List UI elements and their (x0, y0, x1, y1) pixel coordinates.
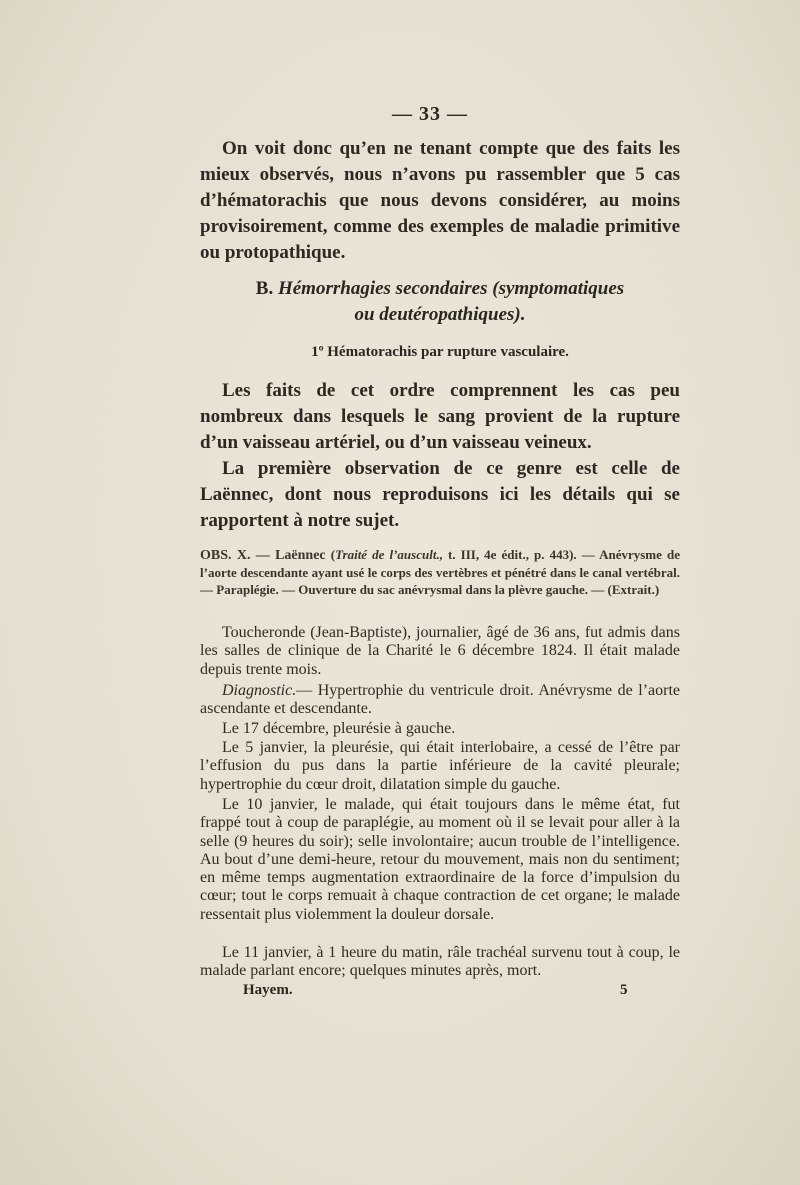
case-diagnosis (200, 682, 680, 719)
case-dec17: Le 17 décembre, pleurésie à gauche. (222, 720, 456, 737)
diagnosis-text: — Hypertrophie du ventricule droit. Anévrysme de l’aorte ascendante et descendante. (200, 682, 680, 718)
case-admission: Toucheronde (Jean-Baptiste), journalier, âgé de 36 ans, fut admis dans les salles de clinique de la Charité le 6 décembre 1824. Il était malade depuis trente mois. (200, 624, 680, 678)
paragraph-rupture: Les faits de cet ordre comprennent les cas peu nombreux dans lesquels le sang provient de la rupture d’un vaisseau artériel, ou d’un vaisseau veineux. (200, 380, 680, 453)
case-jan5: Le 5 janvier, la pleurésie, qui était interlobaire, a cessé de l’être par l’effusion du pus dans la partie inférieure de la cavité pleurale; hypertrophie du cœur droit, dilatation simple du gauche. (200, 739, 680, 793)
subsection-heading: 1º Hématorachis par rupture vasculaire. (311, 344, 569, 360)
case-jan11: Le 11 janvier, à 1 heure du matin, râle trachéal survenu tout à coup, le malade parlant encore; quelques minutes après, mort. (200, 944, 680, 980)
obs-ref-italic: Traité de l’auscult., (335, 547, 443, 562)
diagnosis-label: Diagnostic. (222, 682, 297, 699)
observation-heading: OBS. X. — Laënnec (Traité de l’auscult., t. III, 4e édit., p. 443). — Anévrysme de l’aorte descendante ayant usé le corps des vertèbres et pénétré dans le canal vertébral. — Paraplégie. — Ouverture du sac anévrysmal dans la plèvre gauche. — (Extrait.) (200, 547, 680, 597)
obs-author: Laënnec (275, 548, 326, 563)
section-label: B. (255, 278, 274, 299)
footer-author: Hayem. (243, 982, 293, 998)
obs-ref-text: t. III, 4e édit., p. 443). — Anévrysme de l’aorte descendante ayant usé le corps des vertèbres et pénétré dans le canal vertébral. — Paraplégie. — Ouverture du sac anévrysmal dans la plèvre gauche. — (Extrait.) (200, 547, 680, 597)
case-jan10: Le 10 janvier, le malade, qui était toujours dans le même état, fut frappé tout à coup de paraplégie, au moment où il se levait pour aller à la selle (9 heures du soir); selle involontaire; aucun trouble de l’intelligence. Au bout d’une demi-heure, retour du mouvement, mais non du sentiment; en même temps augmentation extraordinaire de la force d’impulsion du cœur; tout le corps remuait à chaque contraction de cet organe; le malade ressentait plus violemment la douleur dorsale. (200, 796, 680, 923)
section-title-line2: ou deutéropathiques). (354, 304, 526, 325)
obs-label: OBS. X. — (200, 548, 276, 563)
footer-signature: 5 (620, 982, 628, 998)
section-title: Hémorrhagies secondaires (277, 278, 488, 299)
section-paren: (symptomatiques (492, 278, 625, 299)
paragraph-intro: On voit donc qu’en ne tenant compte que des faits les mieux observés, nous n’avons pu rassembler que 5 cas d’hématorachis que nous devons considérer, au moins provisoirement, comme des exemples de maladie primitive ou protopathique. (200, 138, 680, 263)
page-number: — 33 — (392, 103, 468, 125)
section-heading (200, 276, 680, 328)
paragraph-laennec: La première observation de ce genre est celle de Laënnec, dont nous reproduisons ici les détails qui se rapportent à notre sujet. (200, 458, 680, 531)
